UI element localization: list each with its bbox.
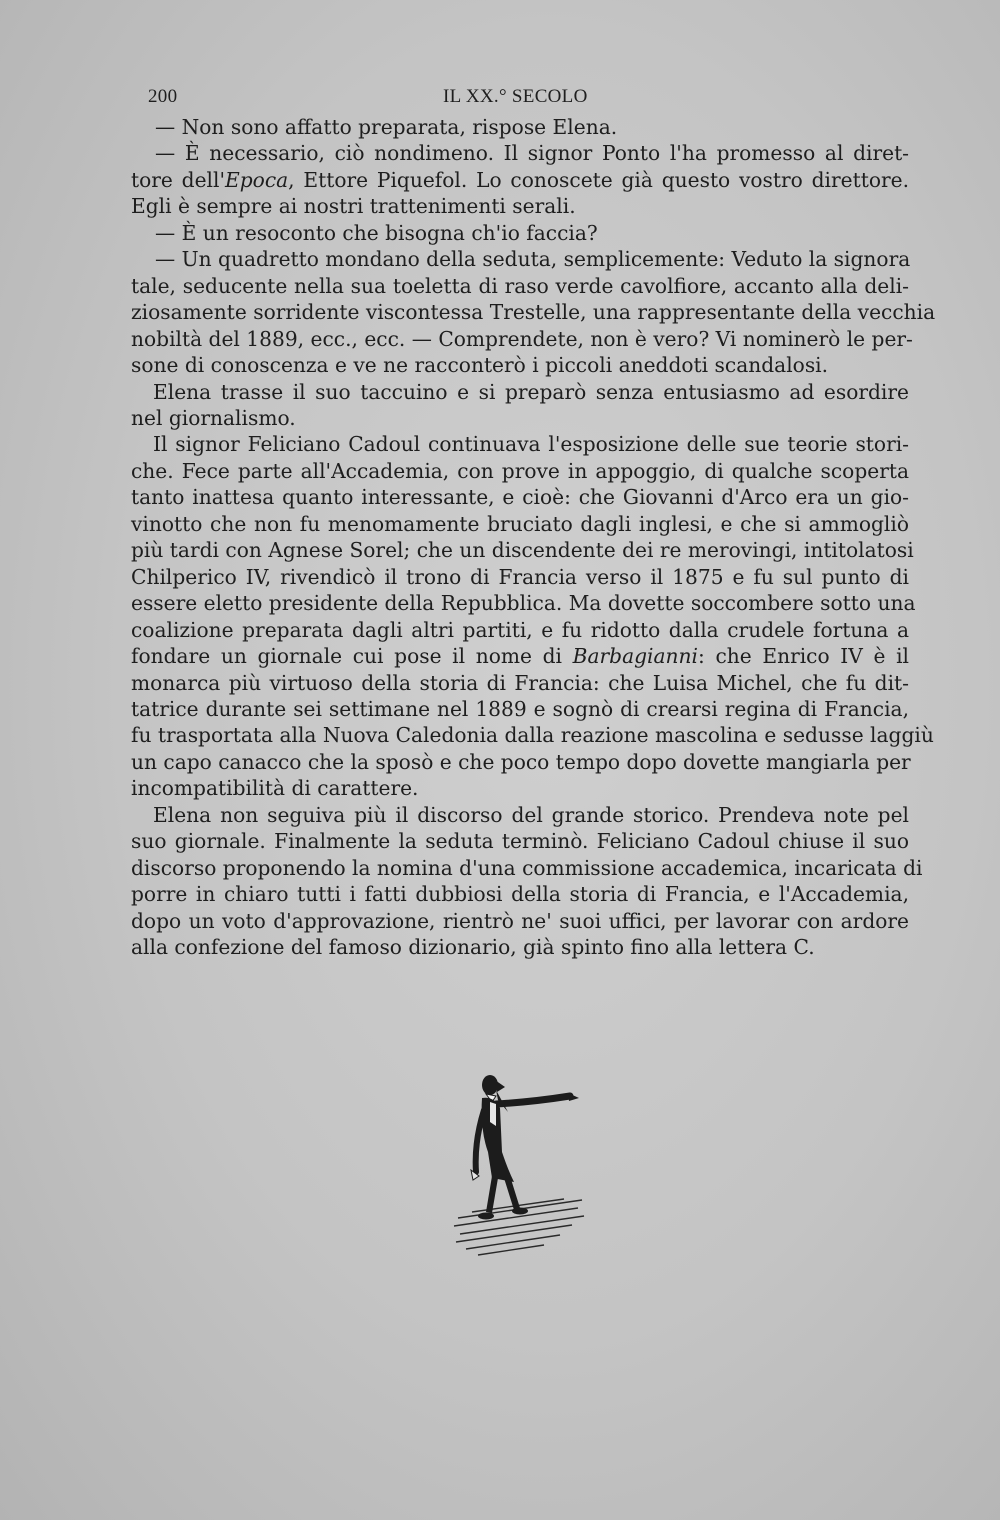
text-line: — Non sono affatto preparata, rispose Elena. <box>155 115 618 139</box>
text-line: — Un quadretto mondano della seduta, semplicemente: Veduto la signora <box>155 247 911 272</box>
text-line: Chilperico IV, rivendicò il trono di Francia verso il 1875 e fu sul punto di <box>131 564 909 589</box>
text-line: coalizione preparata dagli altri partiti, e fu ridotto dalla crudele fortuna a <box>131 617 909 642</box>
text-line: alla confezione del famoso dizionario, già spinto fino alla lettera C. <box>131 935 815 960</box>
text-line: sone di conoscenza e ve ne racconterò i piccoli aneddoti scandalosi. <box>131 353 829 378</box>
text-line: fu trasportata alla Nuova Caledonia dalla reazione mascolina e sedusse laggiù <box>131 723 934 748</box>
text-line: vinotto che non fu menomamente bruciato dagli inglesi, e che si ammogliò <box>131 511 909 536</box>
text-line: nel giornalismo. <box>131 405 296 430</box>
text-line: tore dell'Epoca, Ettore Piquefol. Lo conoscete già questo vostro direttore. <box>131 167 909 192</box>
running-head <box>148 86 908 112</box>
body-text <box>131 114 936 961</box>
running-title: IL XX.° SECOLO <box>443 86 588 107</box>
text-line: tanto inattesa quanto interessante, e cioè: che Giovanni d'Arco era un gio- <box>131 485 909 510</box>
text-line: Elena trasse il suo taccuino e si preparò senza entusiasmo ad esordire <box>153 379 909 404</box>
text-line: — È necessario, ciò nondimeno. Il signor Ponto l'ha promesso al diret- <box>155 141 909 166</box>
text-line: porre in chiaro tutti i fatti dubbiosi della storia di Francia, e l'Accademia, <box>131 882 909 907</box>
text-line: essere eletto presidente della Repubblica. Ma dovette soccombere sotto una <box>131 591 916 616</box>
text-line: Elena non seguiva più il discorso del grande storico. Prendeva note pel <box>153 802 909 827</box>
text-line: ziosamente sorridente viscontessa Trestelle, una rappresentante della vecchia <box>131 300 936 325</box>
text-line: più tardi con Agnese Sorel; che un discendente dei re merovingi, intitolatosi <box>131 538 914 563</box>
text-line: — È un resoconto che bisogna ch'io faccia? <box>155 220 598 245</box>
text-line: suo giornale. Finalmente la seduta terminò. Feliciano Cadoul chiuse il suo <box>131 829 909 854</box>
page-number: 200 <box>148 86 178 107</box>
text-line: Il signor Feliciano Cadoul continuava l'esposizione delle sue teorie stori- <box>153 432 909 457</box>
text-line: nobiltà del 1889, ecc., ecc. — Comprendete, non è vero? Vi nominerò le per- <box>131 326 913 351</box>
text-line: fondare un giornale cui pose il nome di Barbagianni: che Enrico IV è il <box>131 644 909 669</box>
text-line: incompatibilità di carattere. <box>131 776 419 801</box>
text-line: discorso proponendo la nomina d'una commissione accademica, incaricata di <box>131 855 923 880</box>
text-line: un capo canacco che la sposò e che poco tempo dopo dovette mangiarla per <box>131 749 911 774</box>
text-line: tatrice durante sei settimane nel 1889 e sognò di crearsi regina di Francia, <box>131 696 909 721</box>
dancing-man-figure-icon <box>452 1060 592 1260</box>
text-line: monarca più virtuoso della storia di Francia: che Luisa Michel, che fu dit- <box>131 670 909 695</box>
text-line: dopo un voto d'approvazione, rientrò ne' suoi uffici, per lavorar con ardore <box>131 908 909 933</box>
text-line: Egli è sempre ai nostri trattenimenti serali. <box>131 194 576 219</box>
text-line: tale, seducente nella sua toeletta di raso verde cavolfiore, accanto alla deli- <box>131 273 909 298</box>
text-line: che. Fece parte all'Accademia, con prove in appoggio, di qualche scoperta <box>131 458 909 483</box>
